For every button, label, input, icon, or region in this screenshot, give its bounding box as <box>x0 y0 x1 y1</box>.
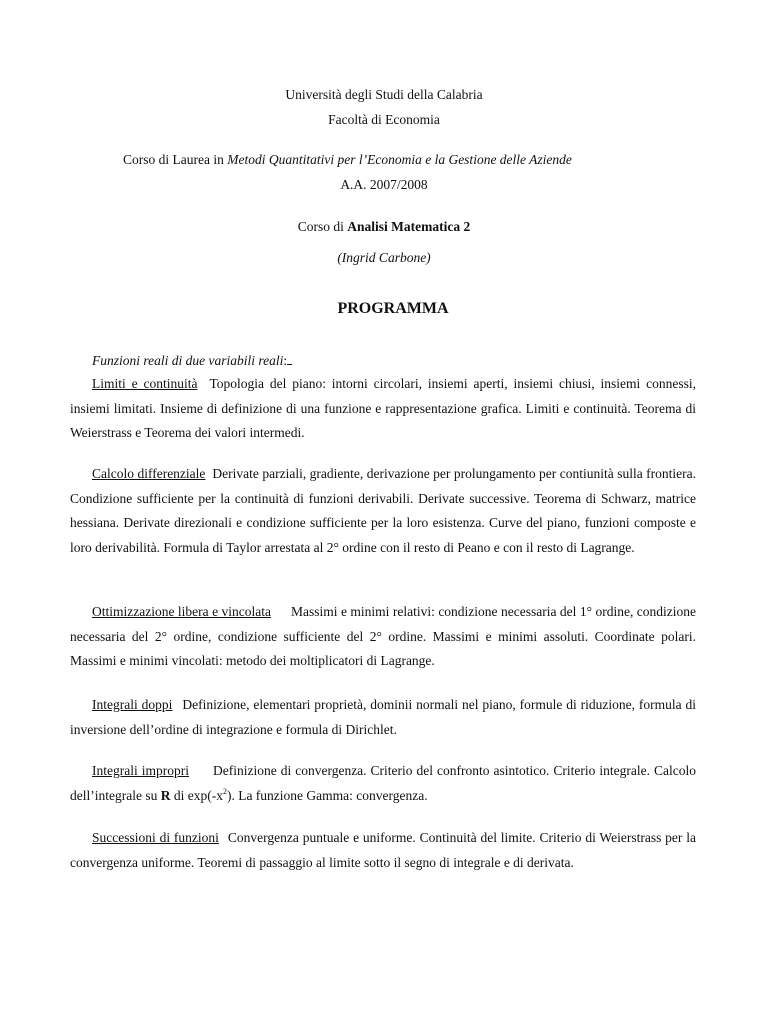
intro-underline <box>287 352 292 365</box>
section-body: Derivate parziali, gradiente, derivazione per prolungamento per contiunità sulla frontiera. Condizione sufficiente per la continuità di funzioni derivabili. Derivate successive. Teorema di Schwarz, matrice hessiana. Derivate direzionali e condizione sufficiente per la loro esistenza. Curve del piano, funzioni composte e loro derivabilità. Formula di Taylor arrestata al 2° ordine con il resto di Peano e con il resto di Lagrange. <box>70 466 697 555</box>
intro-text: Funzioni reali di due variabili reali <box>92 353 284 368</box>
section-ottimizzazione <box>70 600 696 674</box>
course-line <box>0 218 768 236</box>
body-bold-r: R <box>160 787 171 803</box>
degree-line <box>123 151 572 169</box>
intro-colon: : <box>283 353 288 368</box>
body-superscript: 2 <box>222 786 227 796</box>
section-heading: Ottimizzazione libera e vincolata <box>92 604 272 619</box>
course-name: Analisi Matematica 2 <box>347 219 471 234</box>
section-calcolo <box>70 462 696 560</box>
section-limiti <box>70 372 696 446</box>
instructor-name: (Ingrid Carbone) <box>337 250 431 265</box>
section-heading: Successioni di funzioni <box>92 830 219 845</box>
course-label: Corso di <box>297 219 348 234</box>
intro-line <box>92 352 292 370</box>
section-integrali-doppi <box>70 693 696 742</box>
section-successioni <box>70 826 696 875</box>
academic-year: A.A. 2007/2008 <box>340 177 428 192</box>
degree-name: Metodi Quantitativi per l’Economia e la Gestione delle Aziende <box>227 152 572 167</box>
section-heading: Integrali doppi <box>92 697 173 712</box>
section-integrali-impropri <box>70 759 696 808</box>
section-heading: Limiti e continuità <box>92 376 198 391</box>
university-name: Università degli Studi della Calabria <box>285 87 483 102</box>
page-title: PROGRAMMA <box>337 300 449 317</box>
faculty-name: Facoltà di Economia <box>328 112 440 127</box>
section-body: Topologia del piano: intorni circolari, insiemi aperti, insiemi chiusi, insiemi connessi, insiemi limitati. Insieme di definizione di una funzione e rappresentazione grafica. Limiti e continuità. Teorema di Weierstrass e Teorema dei valori intermedi. <box>70 376 696 441</box>
degree-prefix: Corso di Laurea in <box>123 152 228 167</box>
section-heading: Integrali impropri <box>92 763 189 778</box>
body-text: Definizione di convergenza. Criterio del confronto asintotico. Criterio integrale. Calcolo dell’integrale su <box>70 763 696 803</box>
section-heading: Calcolo differenziale <box>92 466 206 481</box>
body-text: di exp(-x <box>170 787 223 803</box>
section-body: Convergenza puntuale e uniforme. Continuità del limite. Criterio di Weierstrass per la convergenza uniforme. Teoremi di passaggio al limite sotto il segno di integrale e di derivata. <box>70 830 696 870</box>
section-body: Massimi e minimi relativi: condizione necessaria del 1° ordine, condizione necessaria del 2° ordine, condizione sufficiente del 2° ordine. Massimi e minimi assoluti. Coordinate polari. Massimi e minimi vincolati: metodo dei moltiplicatori di Lagrange. <box>70 604 696 669</box>
section-body: Definizione, elementari proprietà, dominii normali nel piano, formule di riduzione, formula di inversione dell’ordine di integrazione e formula di Dirichlet. <box>70 697 696 737</box>
body-text: ). La funzione Gamma: convergenza. <box>226 787 428 803</box>
